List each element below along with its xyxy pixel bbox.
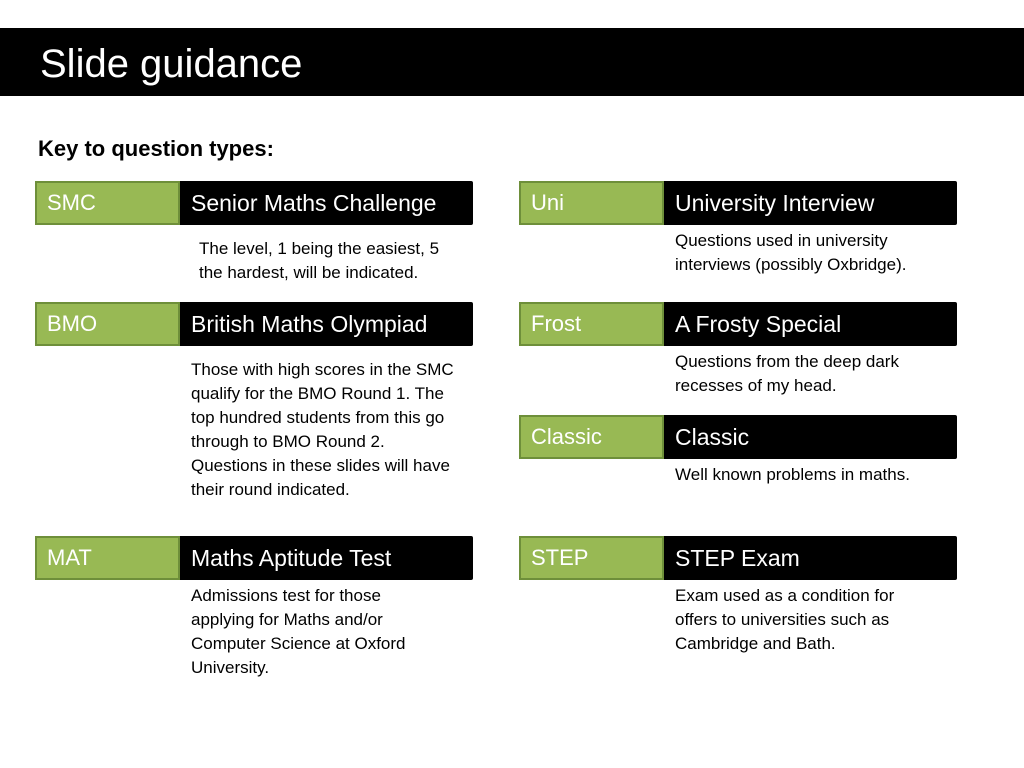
question-type-name: A Frosty Special — [664, 302, 957, 346]
question-type-description — [199, 237, 439, 285]
question-type-name: Classic — [664, 415, 957, 459]
description-line: qualify for the BMO Round 1. The — [191, 384, 444, 403]
description-line: their round indicated. — [191, 480, 350, 499]
description-line: Questions used in university — [675, 231, 888, 250]
question-type-name: Senior Maths Challenge — [180, 181, 473, 225]
description-line: Computer Science at Oxford — [191, 634, 406, 653]
question-type-uni — [519, 181, 957, 225]
question-type-code: STEP — [519, 536, 664, 580]
description-line: offers to universities such as — [675, 610, 890, 629]
question-type-classic — [519, 415, 957, 459]
question-type-smc — [35, 181, 473, 225]
description-line: Well known problems in maths. — [675, 465, 910, 484]
question-type-name: Maths Aptitude Test — [180, 536, 473, 580]
slide-title: Slide guidance — [40, 42, 303, 86]
question-type-description — [675, 350, 899, 398]
question-type-description — [675, 463, 910, 487]
description-line: Exam used as a condition for — [675, 586, 895, 605]
question-type-code: SMC — [35, 181, 180, 225]
description-line: The level, 1 being the easiest, 5 — [199, 239, 440, 258]
key-heading: Key to question types: — [38, 136, 274, 161]
description-line: the hardest, will be indicated. — [199, 263, 419, 282]
question-type-description — [675, 584, 894, 656]
question-type-code: MAT — [35, 536, 180, 580]
question-type-step — [519, 536, 957, 580]
question-type-name: STEP Exam — [664, 536, 957, 580]
description-line: interviews (possibly Oxbridge). — [675, 255, 907, 274]
question-type-description — [191, 358, 454, 502]
title-bar — [0, 28, 1024, 96]
description-line: recesses of my head. — [675, 376, 837, 395]
question-type-description — [675, 229, 906, 277]
question-type-code: BMO — [35, 302, 180, 346]
question-type-mat — [35, 536, 473, 580]
question-type-bmo — [35, 302, 473, 346]
description-line: University. — [191, 658, 270, 677]
question-type-code: Classic — [519, 415, 664, 459]
description-line: top hundred students from this go — [191, 408, 445, 427]
description-line: Questions in these slides will have — [191, 456, 450, 475]
question-type-name: University Interview — [664, 181, 957, 225]
description-line: applying for Maths and/or — [191, 610, 383, 629]
description-line: Admissions test for those — [191, 586, 381, 605]
description-line: Questions from the deep dark — [675, 352, 899, 371]
question-type-description — [191, 584, 405, 680]
description-line: Cambridge and Bath. — [675, 634, 836, 653]
question-type-code: Uni — [519, 181, 664, 225]
description-line: Those with high scores in the SMC — [191, 360, 454, 379]
description-line: through to BMO Round 2. — [191, 432, 385, 451]
question-type-code: Frost — [519, 302, 664, 346]
question-type-name: British Maths Olympiad — [180, 302, 473, 346]
question-type-frost — [519, 302, 957, 346]
